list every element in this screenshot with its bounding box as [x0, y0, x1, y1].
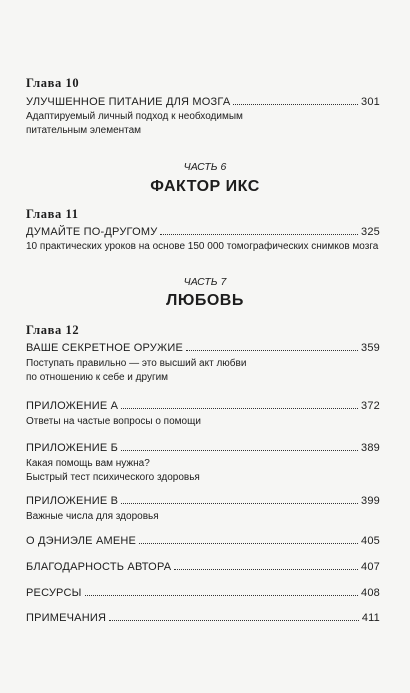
toc-entry-chapter-10[interactable]	[26, 94, 380, 108]
dot-leader	[121, 408, 358, 409]
page-number: 372	[361, 400, 380, 412]
dot-leader	[121, 503, 358, 504]
entry-title: РЕСУРСЫ	[26, 587, 82, 599]
dot-leader	[174, 569, 358, 570]
dot-leader	[109, 620, 359, 621]
chapter-10-label: Глава 10	[26, 76, 80, 90]
entry-title: УЛУЧШЕННОЕ ПИТАНИЕ ДЛЯ МОЗГА	[26, 96, 231, 108]
toc-entry-appendix-b[interactable]	[26, 440, 380, 454]
entry-subtitle: Поступать правильно — это высший акт любви	[26, 358, 247, 369]
entry-subtitle: по отношению к себе и другим	[26, 372, 169, 383]
dot-leader	[85, 595, 359, 596]
entry-subtitle: Быстрый тест психического здоровья	[26, 472, 200, 483]
toc-entry-acknowledgements[interactable]	[26, 559, 380, 573]
entry-subtitle: Важные числа для здоровья	[26, 511, 159, 522]
entry-title: БЛАГОДАРНОСТЬ АВТОРА	[26, 561, 172, 573]
entry-title: ПРИЛОЖЕНИЕ Б	[26, 442, 119, 454]
entry-title: ВАШЕ СЕКРЕТНОЕ ОРУЖИЕ	[26, 342, 183, 354]
part-7-title: ЛЮБОВЬ	[166, 292, 244, 309]
page-number: 389	[361, 442, 380, 454]
entry-subtitle: Ответы на частые вопросы о помощи	[26, 416, 201, 427]
dot-leader	[139, 543, 358, 544]
toc-entry-appendix-c[interactable]	[26, 493, 380, 507]
dot-leader	[160, 234, 358, 235]
entry-subtitle: Какая помощь вам нужна?	[26, 458, 150, 469]
toc-entry-resources[interactable]	[26, 585, 380, 599]
dot-leader	[186, 350, 358, 351]
part-6-title: ФАКТОР ИКС	[150, 178, 260, 195]
chapter-12-label: Глава 12	[26, 323, 80, 337]
page-number: 399	[361, 495, 380, 507]
dot-leader	[233, 104, 358, 105]
toc-entry-notes[interactable]	[26, 610, 380, 624]
entry-subtitle: питательным элементам	[26, 125, 142, 136]
part-7-label: ЧАСТЬ 7	[183, 276, 227, 288]
page-number: 325	[361, 226, 380, 238]
page-number: 301	[361, 96, 380, 108]
toc-entry-appendix-a[interactable]	[26, 398, 380, 412]
dot-leader	[121, 450, 358, 451]
entry-title: ПРИЛОЖЕНИЕ В	[26, 495, 119, 507]
part-6-label: ЧАСТЬ 6	[183, 161, 227, 173]
entry-title: О ДЭНИЭЛЕ АМЕНЕ	[26, 535, 137, 547]
page-number: 407	[361, 561, 380, 573]
page-number: 359	[361, 342, 380, 354]
page-number: 405	[361, 535, 380, 547]
toc-entry-about-author[interactable]	[26, 533, 380, 547]
entry-title: ПРИЛОЖЕНИЕ А	[26, 400, 119, 412]
entry-title: ДУМАЙТЕ ПО-ДРУГОМУ	[26, 226, 158, 238]
page-number: 411	[361, 612, 380, 624]
page-number: 408	[361, 587, 380, 599]
chapter-11-label: Глава 11	[26, 207, 79, 221]
toc-entry-chapter-12[interactable]	[26, 340, 380, 354]
entry-title: ПРИМЕЧАНИЯ	[26, 612, 107, 624]
entry-subtitle: Адаптируемый личный подход к необходимым	[26, 111, 243, 122]
toc-entry-chapter-11[interactable]	[26, 224, 380, 238]
entry-subtitle: 10 практических уроков на основе 150 000 томографических снимков мозга	[26, 241, 379, 252]
